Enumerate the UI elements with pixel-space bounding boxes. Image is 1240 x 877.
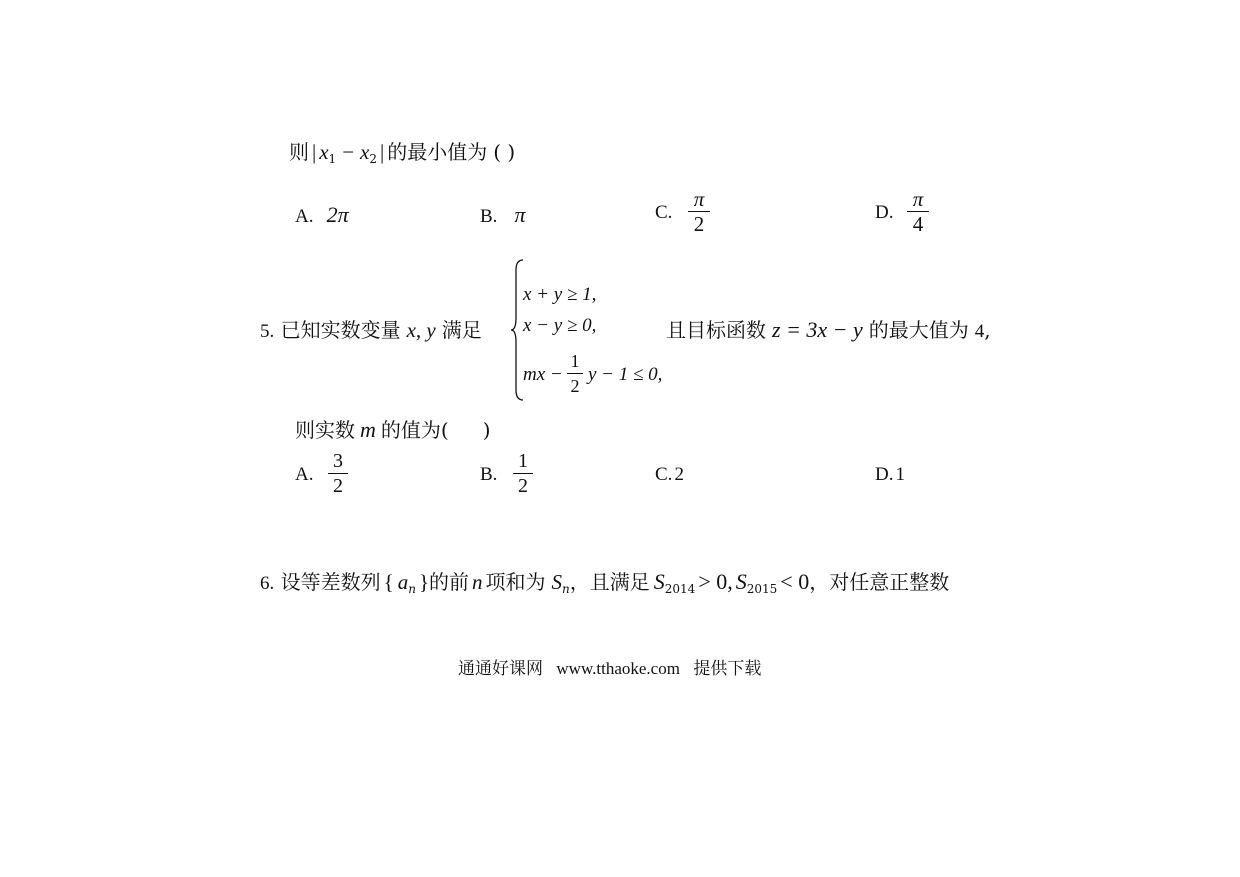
q6-text5: ，对任意正整数 — [809, 570, 950, 594]
constraint-3-fraction — [567, 350, 583, 397]
footer — [458, 654, 761, 679]
constraint-2: x − y ≥ 0, — [523, 315, 597, 336]
abs-bar-close: | — [380, 140, 385, 164]
q5-option-c — [655, 464, 684, 486]
q6-text4: ，且满足 — [569, 570, 650, 594]
answer-paren-close: ) — [482, 418, 491, 442]
fraction-numerator: π — [912, 187, 924, 211]
sub-n: n — [408, 582, 416, 596]
fraction-denominator: 2 — [518, 475, 528, 497]
option-label: C. — [655, 202, 673, 223]
fraction-bar — [328, 473, 348, 474]
q5-stem-left — [260, 314, 482, 343]
q5-vars: x, y — [406, 318, 436, 342]
q5-text-max: 的最大值为 — [868, 318, 969, 342]
q6-text2: 的前 — [429, 570, 470, 594]
var-S: S — [551, 570, 563, 594]
option-label: D. — [875, 464, 894, 485]
fraction-numerator: π — [693, 187, 705, 211]
option-value: 2π — [326, 202, 349, 227]
relation-1: > 0, — [698, 569, 733, 594]
q6-text3: 项和为 — [485, 570, 546, 594]
q5-text-satisfy: 满足 — [441, 318, 482, 342]
fraction-numerator: 1 — [518, 450, 528, 472]
fraction-denominator: 4 — [912, 212, 924, 236]
var-m: m — [360, 417, 376, 442]
minus-sign: − — [342, 140, 355, 164]
sub-2014: 2014 — [664, 582, 696, 596]
footer-tagline: 提供下载 — [693, 659, 762, 679]
max-value: 4 — [974, 321, 985, 342]
option-label: A. — [295, 464, 314, 485]
fraction-numerator: 3 — [333, 450, 343, 472]
q4-option-d-fraction — [907, 188, 929, 235]
var-S2015: S — [735, 569, 747, 594]
fraction-denominator: 2 — [693, 212, 705, 236]
brace-open: { — [383, 570, 394, 594]
q5-line2-post: 的值为( — [380, 418, 449, 442]
option-value: 1 — [895, 464, 905, 485]
footer-url: www.tthaoke.com — [556, 659, 680, 678]
q4-option-a — [295, 202, 349, 228]
sub-2015: 2015 — [746, 582, 778, 596]
q4-option-d-label-wrap — [875, 202, 893, 224]
constraint-1: x + y ≥ 1, — [523, 284, 597, 305]
q4-prefix: 则 — [289, 140, 309, 164]
option-label: B. — [480, 206, 498, 227]
relation-2: < 0 — [780, 569, 810, 594]
q6-stem — [260, 566, 949, 595]
q5-option-d — [875, 464, 905, 486]
q5-option-a-label-wrap — [295, 464, 313, 486]
q5-text-before: 已知实数变量 — [280, 318, 401, 342]
sub-n: n — [562, 582, 570, 596]
option-label: A. — [295, 206, 314, 227]
fraction-numerator: 1 — [570, 351, 580, 371]
option-value: π — [514, 202, 526, 227]
q5-option-a-fraction — [328, 450, 348, 497]
fraction-denominator: 2 — [333, 475, 343, 497]
var-S2014: S — [653, 569, 665, 594]
option-label: C. — [655, 464, 673, 485]
option-value: 2 — [674, 464, 684, 485]
footer-site-name: 通通好课网 — [458, 659, 543, 679]
question-number: 5. — [260, 321, 275, 342]
q5-line-2 — [295, 414, 491, 443]
sub-2: 2 — [369, 152, 377, 166]
var-x1: x — [319, 140, 329, 164]
constraint-3 — [523, 350, 563, 385]
var-n: n — [472, 570, 483, 594]
sub-1: 1 — [328, 152, 337, 166]
fraction-bar — [567, 373, 583, 374]
question-number: 6. — [260, 573, 275, 594]
option-label: D. — [875, 202, 894, 223]
constraint-3-pre: mx − — [523, 364, 563, 385]
var-x2: x — [360, 140, 370, 164]
q4-tail-line — [289, 136, 515, 165]
q5-text-after: 且目标函数 — [666, 318, 766, 342]
q5-option-b-label-wrap — [480, 464, 497, 486]
q4-option-c-fraction — [688, 188, 710, 235]
answer-paren: ( ) — [493, 140, 516, 164]
fraction-bar — [513, 473, 533, 474]
var-a: a — [397, 570, 409, 594]
q4-option-c-label-wrap — [655, 202, 672, 224]
q4-suffix: 的最小值为 — [387, 140, 488, 164]
q4-option-b — [480, 202, 526, 228]
q5-stem-right — [666, 314, 991, 343]
brace-close: } — [418, 570, 430, 594]
option-label: B. — [480, 464, 498, 485]
fraction-denominator: 2 — [570, 376, 580, 396]
objective-function: z = 3x − y — [772, 317, 863, 342]
comma: , — [984, 318, 991, 342]
abs-bar-open: | — [312, 140, 317, 164]
q5-option-b-fraction — [513, 450, 533, 497]
q5-line2-pre: 则实数 — [295, 418, 355, 442]
q6-text1: 设等差数列 — [280, 570, 381, 594]
constraint-3-post: y − 1 ≤ 0, — [588, 364, 663, 385]
